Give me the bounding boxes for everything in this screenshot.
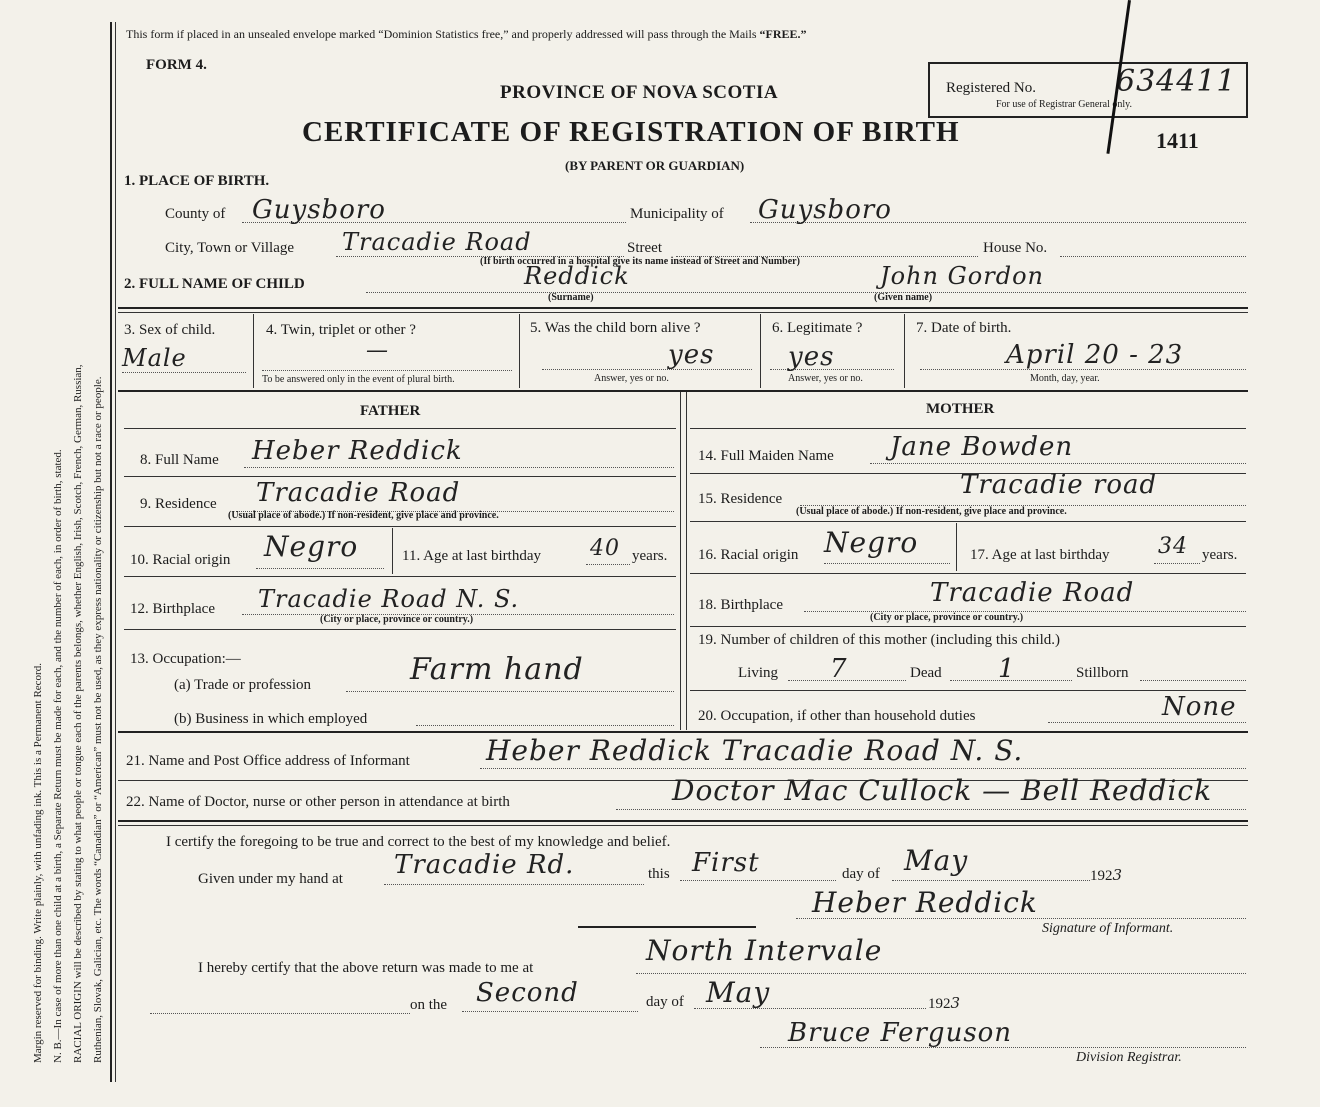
born-alive-note: Answer, yes or no. — [594, 373, 669, 384]
mother-birthplace-label: 18. Birthplace — [698, 597, 783, 613]
house-number-label: House No. — [983, 240, 1048, 256]
registrar-place-value: North Intervale — [646, 934, 883, 967]
legitimate-note: Answer, yes or no. — [788, 373, 863, 384]
legitimate-label: 6. Legitimate ? — [772, 320, 863, 336]
racial-origin-note: RACIAL ORIGIN will be described by stating to what people or tongue each of the parents belongs, whether English, Irish, Scotch, French, German, Russian, — [72, 364, 84, 1063]
corner-number: 1411 — [1156, 128, 1199, 153]
mother-residence-note: (Usual place of abode.) If non-resident, give place and province. — [796, 506, 1067, 517]
sex-value: Male — [122, 344, 187, 372]
given-name-caption: (Given name) — [874, 292, 933, 303]
plural-birth-note: N. B.—In case of more than one child at a birth, a Separate Return must be made for each, and the number of each, in order of birth, stated. — [52, 449, 64, 1063]
municipality-label: Municipality of — [630, 206, 724, 222]
page-subtitle: (BY PARENT OR GUARDIAN) — [565, 158, 745, 173]
day-of-label: day of — [842, 866, 880, 882]
margin-rule — [110, 22, 112, 1082]
certification-statement: I certify the foregoing to be true and correct to the best of my knowledge and belief. — [166, 834, 671, 850]
given-day-value: First — [692, 848, 760, 878]
registrar-signature: Bruce Ferguson — [788, 1018, 1013, 1048]
given-under-hand-label: Given under my hand at — [198, 871, 343, 887]
mother-age-label: 17. Age at last birthday — [970, 547, 1110, 563]
mail-notice: This form if placed in an unsealed envelope marked “Dominion Statistics free,” and properly addressed will pass through the Mails “FREE.” — [126, 27, 807, 41]
city-label: City, Town or Village — [165, 240, 295, 256]
father-occupation-label: 13. Occupation:— — [130, 651, 241, 667]
county-label: County of — [165, 206, 226, 222]
registrar-statement: I hereby certify that the above return was made to me at — [198, 960, 534, 976]
place-of-birth-heading: 1. PLACE OF BIRTH. — [124, 173, 270, 189]
informant-label: 21. Name and Post Office address of Informant — [126, 753, 410, 769]
municipality-value: Guysboro — [758, 195, 892, 225]
father-heading: FATHER — [360, 403, 421, 419]
father-racial-origin-label: 10. Racial origin — [130, 552, 231, 568]
mother-age-unit: years. — [1202, 547, 1238, 563]
city-value: Tracadie Road — [342, 228, 532, 256]
father-residence-value: Tracadie Road — [256, 478, 461, 508]
doctor-label: 22. Name of Doctor, nurse or other person in attendance at birth — [126, 794, 510, 810]
given-year-prefix: 192 — [1090, 868, 1113, 884]
street-note: (If birth occurred in a hospital give its name instead of Street and Number) — [480, 256, 800, 267]
child-name-label: 2. FULL NAME OF CHILD — [124, 276, 305, 292]
this-label: this — [648, 866, 670, 882]
surname-caption: (Surname) — [548, 292, 594, 303]
doctor-value: Doctor Mac Cullock — Bell Reddick — [672, 774, 1213, 807]
form-number: FORM 4. — [146, 57, 207, 73]
father-age-label: 11. Age at last birthday — [402, 548, 541, 564]
mother-racial-origin-label: 16. Racial origin — [698, 547, 799, 563]
father-name-value: Heber Reddick — [252, 436, 463, 466]
informant-signature-caption: Signature of Informant. — [1042, 921, 1174, 936]
mother-occupation-label: 20. Occupation, if other than household duties — [698, 708, 976, 724]
street-label: Street — [627, 240, 662, 256]
mother-residence-label: 15. Residence — [698, 491, 783, 507]
registered-number-value: 634411 — [1116, 64, 1237, 99]
twin-label: 4. Twin, triplet or other ? — [266, 322, 416, 338]
mother-residence-value: Tracadie road — [960, 470, 1158, 500]
dead-label: Dead — [910, 665, 942, 681]
given-year — [1090, 866, 1123, 885]
father-birthplace-note: (City or place, province or country.) — [320, 614, 474, 625]
stillborn-label: Stillborn — [1076, 665, 1129, 681]
given-place-value: Tracadie Rd. — [394, 850, 575, 880]
margin-rule-inner — [115, 22, 116, 1082]
registered-number-label: Registered No. — [946, 80, 1036, 96]
dead-value: 1 — [998, 654, 1016, 684]
given-year-value: 3 — [1112, 866, 1124, 884]
mother-occupation-value: None — [1162, 692, 1237, 722]
county-value: Guysboro — [252, 195, 386, 225]
date-of-birth-note: Month, day, year. — [1030, 373, 1100, 384]
father-birthplace-label: 12. Birthplace — [130, 601, 215, 617]
given-month-value: May — [904, 844, 969, 877]
sex-label: 3. Sex of child. — [124, 322, 216, 338]
registrar-day-value: Second — [476, 978, 579, 1008]
binding-margin-note: Margin reserved for binding. Write plainly, with unfading ink. This is a Permanent Record. — [32, 663, 44, 1063]
mother-children-label: 19. Number of children of this mother (including this child.) — [698, 632, 1061, 648]
informant-value: Heber Reddick Tracadie Road N. S. — [486, 734, 1024, 767]
page-title: CERTIFICATE OF REGISTRATION OF BIRTH — [302, 116, 960, 148]
racial-origin-note-continued: Ruthenian, Slovak, Galician, etc. The words “Canadian” or “American” must not be used, as they express nationality or citizenship but not a race or people. — [92, 376, 104, 1063]
mother-birthplace-value: Tracadie Road — [930, 578, 1135, 608]
father-trade-label: (a) Trade or profession — [174, 677, 312, 693]
informant-signature: Heber Reddick — [812, 886, 1038, 919]
living-value: 7 — [830, 654, 848, 684]
father-residence-label: 9. Residence — [140, 496, 217, 512]
father-racial-origin-value: Negro — [264, 530, 359, 563]
registrar-year-value: 3 — [950, 994, 962, 1012]
registrar-day-of-label: day of — [646, 994, 684, 1010]
mother-age-value: 34 — [1158, 534, 1188, 559]
registrar-month-value: May — [706, 976, 771, 1009]
mother-name-label: 14. Full Maiden Name — [698, 448, 834, 464]
twin-note: To be answered only in the event of plural birth. — [262, 374, 455, 385]
registrar-year — [928, 994, 961, 1013]
living-label: Living — [738, 665, 778, 681]
father-name-label: 8. Full Name — [140, 452, 219, 468]
father-residence-note: (Usual place of abode.) If non-resident, give place and province. — [228, 510, 499, 521]
on-the-label: on the — [410, 997, 448, 1013]
father-age-unit: years. — [632, 548, 668, 564]
born-alive-value: yes — [668, 340, 715, 370]
child-surname-value: Reddick — [524, 262, 630, 290]
child-given-name-value: John Gordon — [880, 262, 1044, 290]
father-birthplace-value: Tracadie Road N. S. — [258, 585, 520, 613]
mother-birthplace-note: (City or place, province or country.) — [870, 612, 1024, 623]
mother-name-value: Jane Bowden — [890, 432, 1074, 462]
date-of-birth-label: 7. Date of birth. — [916, 320, 1012, 336]
registered-number-box — [928, 62, 1248, 118]
twin-value: — — [366, 338, 389, 363]
father-age-value: 40 — [590, 536, 620, 561]
legitimate-value: yes — [788, 342, 835, 372]
division-registrar-caption: Division Registrar. — [1076, 1050, 1182, 1065]
registrar-year-prefix: 192 — [928, 996, 951, 1012]
father-business-label: (b) Business in which employed — [174, 711, 368, 727]
mother-heading: MOTHER — [926, 401, 995, 417]
province-heading: PROVINCE OF NOVA SCOTIA — [500, 82, 779, 103]
date-of-birth-value: April 20 - 23 — [1006, 340, 1184, 370]
registrar-use-note: For use of Registrar General only. — [996, 99, 1132, 110]
father-trade-value: Farm hand — [410, 652, 584, 687]
mother-racial-origin-value: Negro — [824, 526, 919, 559]
born-alive-label: 5. Was the child born alive ? — [530, 320, 701, 336]
